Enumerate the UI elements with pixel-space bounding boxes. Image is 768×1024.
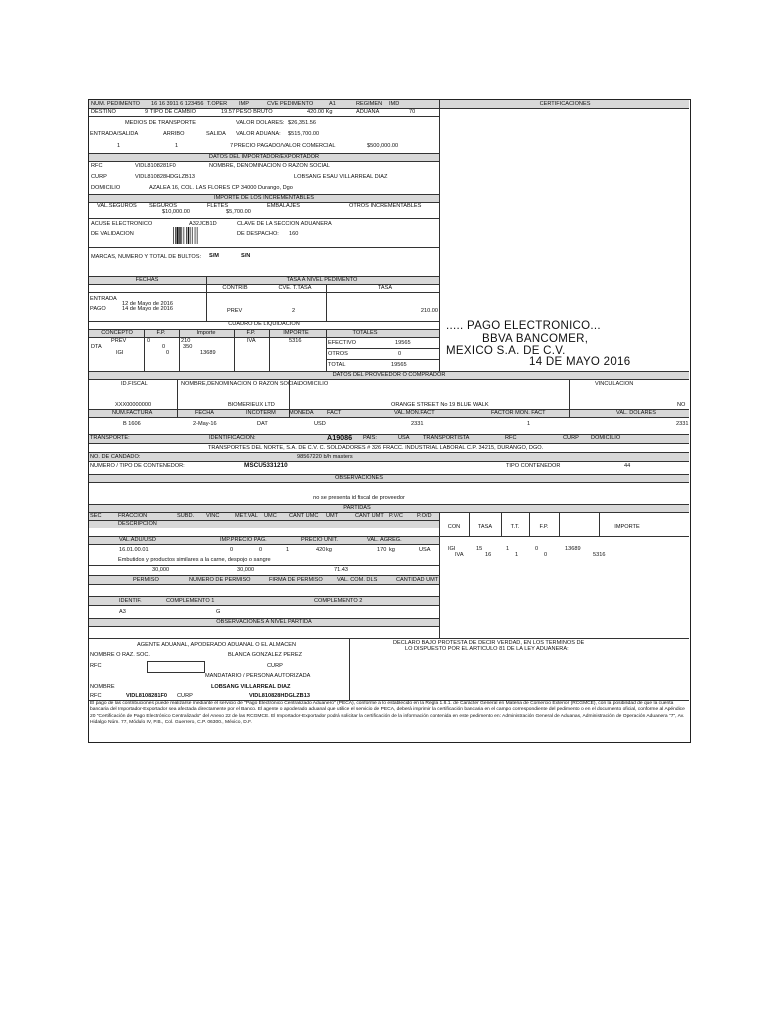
embalajes-label: EMBALAJES <box>267 203 300 209</box>
val-com-label: VAL. COM. DLS <box>337 577 378 583</box>
transportista-curp-label: CURP <box>563 435 579 441</box>
acuse-label: ACUSE ELECTRONICO <box>91 221 153 227</box>
medio-arribo-value: 1 <box>175 143 179 149</box>
obs-partida-label: OBSERVACIONES A NIVEL PARTIDA <box>216 619 312 625</box>
val-dolares-label: VAL. DOLARES <box>616 410 656 416</box>
aduana-value: 70 <box>409 109 416 115</box>
observaciones-band <box>89 474 689 482</box>
num-pedimento-label: NUM. PEDIMENTO <box>91 101 140 107</box>
liq-iva-value: 5316 <box>289 338 302 344</box>
clave-seccion-label: CLAVE DE LA SECCION ADUANERA <box>237 221 332 227</box>
liq-importe-2: 350 <box>183 344 193 350</box>
valor-dolares-label: VALOR DOLARES: <box>236 120 285 126</box>
pago-value: 14 de Mayo de 2016 <box>122 306 174 312</box>
mandatario-rfc-label: RFC <box>90 693 102 699</box>
tipo-contenedor-value: 44 <box>624 463 631 469</box>
rfc-label: RFC <box>91 163 103 169</box>
nombre-label: NOMBRE, DENOMINACION O RAZON SOCIAL <box>209 163 330 169</box>
total-label: TOTAL <box>328 362 346 368</box>
acuse-value: A32JCB1D <box>189 221 217 227</box>
importe-1-value: 13689 <box>565 546 581 552</box>
peso-bruto-value: 420.00 Kg <box>307 109 333 115</box>
t-oper-value: IMP <box>239 101 249 107</box>
proveedor-domicilio-label: DOMICILIO <box>299 381 329 387</box>
domicilio-value: AZALEA 16, COL. LAS FLORES CP 34000 Durango, Dgo <box>149 185 293 191</box>
efectivo-value: 19565 <box>395 340 411 346</box>
t-oper-label: T.OPER <box>207 101 228 107</box>
peso-bruto-label: PESO BRUTO <box>236 109 273 115</box>
descripcion-value: Embutidos y productos similares a la carne, despojo o sangre <box>118 557 271 563</box>
seguros-label: SEGUROS <box>149 203 177 209</box>
val-mon-fact-label: VAL.MON.FACT <box>394 410 435 416</box>
mandatario-nombre-label: NOMBRE <box>90 684 115 690</box>
con-2-value: IVA <box>455 552 464 558</box>
umt-value: kg <box>326 547 332 553</box>
identif-label: IDENTIF. <box>119 598 142 604</box>
pvc-value: USA <box>419 547 431 553</box>
cant-umt-label: CANT UMT <box>355 513 384 519</box>
pago-electronico-line-1: ..... PAGO ELECTRONICO... <box>446 320 601 332</box>
precio-pagado-value: $500,000.00 <box>367 143 399 149</box>
val-agreg-label: VAL. AGREG. <box>367 537 402 543</box>
vinc-value: 0 <box>230 547 234 553</box>
tasa-label: TASA <box>377 285 393 291</box>
marcas-label: MARCAS, NUMERO Y TOTAL DE BULTOS: <box>91 254 202 260</box>
pago-electronico-line-2: BBVA BANCOMER, <box>482 333 589 345</box>
con-1-value: IGI <box>448 546 456 552</box>
fp-1-value: 0 <box>535 546 539 552</box>
agente-rfc-box <box>147 661 205 673</box>
cantidad-umt-label: CANTIDAD UMT <box>396 577 439 583</box>
complemento-1-label: COMPLEMENTO 1 <box>166 598 215 604</box>
factor-mon-fact-label: FACTOR MON. FACT <box>491 410 546 416</box>
id-fiscal-value: XXX00000000 <box>115 402 152 408</box>
fletes-label: FLETES <box>207 203 229 209</box>
transportista-rfc-label: RFC <box>505 435 517 441</box>
tasa-cve-value: 2 <box>292 308 296 314</box>
fraccion-value: 16.01.00.01 <box>119 547 149 553</box>
tipo-cambio-value: 19.57 <box>221 109 235 115</box>
umc-label: UMC <box>264 513 277 519</box>
pod-label: P.O/D <box>417 513 432 519</box>
vinculacion-value: NO <box>677 402 686 408</box>
importe-label: Importe <box>196 330 216 336</box>
umt-label: UMT <box>326 513 339 519</box>
sec-label: SEC <box>90 513 102 519</box>
tasa-col-label: TASA <box>477 524 493 530</box>
mandatario-curp-value: VIDL810828HDGLZB13 <box>249 693 310 699</box>
fecha-label: FECHA <box>195 410 214 416</box>
observaciones-title: OBSERVACIONES <box>335 475 383 481</box>
factura-band <box>89 409 689 417</box>
val-mon-fact-value: 2331 <box>411 421 424 427</box>
agente-rfc-label: RFC <box>90 663 102 669</box>
pvc-label: P.V/C <box>389 513 403 519</box>
agente-nombre-label: NOMBRE O RAZ. SOC. <box>90 652 150 658</box>
salida-label: SALIDA <box>206 131 226 137</box>
transporte-label: TRANSPORTE: <box>90 435 130 441</box>
imp-precio-value: 30,000 <box>237 567 255 573</box>
num-factura-label: NUM.FACTURA <box>112 410 153 416</box>
cve-pedimento-value: A1 <box>329 101 336 107</box>
complemento-1-value: G <box>216 609 221 615</box>
val-adu-value: 30,000 <box>152 567 170 573</box>
val-dolares-value: 2331 <box>676 421 689 427</box>
liq-fp-3: 0 <box>166 350 170 356</box>
regimen-value: IMD <box>389 101 400 107</box>
transportista-value: TRANSPORTES DEL NORTE, S.A. DE C.V. C. SOLDADORES # 326 FRACC. INDUSTRIAL LABORAL C.P. 34215, DURANGO, DGO. <box>208 445 544 451</box>
marcas-value: S/M <box>209 253 219 259</box>
concepto-label: CONCEPTO <box>101 330 133 336</box>
aduana-label: ADUANA <box>356 109 380 115</box>
incoterm-label: INCOTERM <box>246 410 276 416</box>
factor-mon-fact-value: 1 <box>527 421 531 427</box>
fletes-value: $5,700.00 <box>226 209 251 215</box>
cant-umc-label: CANT UMC <box>289 513 319 519</box>
contenedor-value: MSCU5331210 <box>244 462 288 469</box>
medio-salida-value: 7 <box>230 143 234 149</box>
entrada-salida-label: ENTRADA/SALIDA <box>90 131 139 137</box>
cant-umc-value: 420 <box>316 547 326 553</box>
valor-aduana-label: VALOR ADUANA: <box>236 131 281 137</box>
fp-2-value: 0 <box>544 552 548 558</box>
num-factura-value: B 1606 <box>123 421 141 427</box>
agente-nombre-value: BLANCA GONZALEZ PEREZ <box>228 652 302 658</box>
firma-permiso-label: FIRMA DE PERMISO <box>269 577 323 583</box>
total-value: 19565 <box>391 362 407 368</box>
pais-value: USA <box>398 435 410 441</box>
pago-electronico-date: 14 DE MAYO 2016 <box>529 356 631 368</box>
contrib-label: CONTRIB <box>222 285 248 291</box>
liquidacion-band <box>89 329 439 337</box>
totales-label: TOTALES <box>352 330 378 336</box>
efectivo-label: EFECTIVO <box>328 340 356 346</box>
transportista-domicilio-label: DOMICILIO <box>591 435 621 441</box>
precio-unit-label: PRECIO UNIT. <box>301 537 338 543</box>
candado-band <box>89 452 689 461</box>
declaro-line-2: LO DISPUESTO POR EL ARTICULO 81 DE LA LEY ADUANERA: <box>405 646 569 652</box>
importe-col-label: IMPORTE <box>614 524 640 530</box>
otros-label: OTROS <box>328 351 348 357</box>
agente-curp-label: CURP <box>267 663 283 669</box>
val-seguros-label: VAL.SEGUROS <box>97 203 137 209</box>
importe-2-value: 5316 <box>593 552 606 558</box>
tasa-2-value: 16 <box>485 552 492 558</box>
liq-fp-2: 0 <box>162 344 166 350</box>
complemento-2-label: COMPLEMENTO 2 <box>314 598 363 604</box>
legal-notice: El pago de las contribuciones puede realizarse mediante el servicio de "Pago Electrónico Centralizado Aduanero" (PECA), conforme a lo establecido en la Regla 1.6.1. de Carácter General en Materia de Comercio Exterior (RCGMCE), con la posibilidad de que la cuenta bancaria del Importador-Exportador sea afectada directamente por el Banco. El agente o apoderado aduanal que utilice el servicio de PECA, deberá imprimir la certificación bancaria en el campo correspondiente del pedimento o en el documento oficial, conforme al Apéndice 20 "Certificación de Pago Electrónico Centralizado" del Anexo 22 de las RCGMCE. El Importador-Exportador podrá solicitar la certificación de la información contenida en este pedimento en: Administración General de Aduanas, Administración de Operación Aduanera "7", Av. Hidalgo Núm. 77, Módulo IV, P.B., Col. Guerrero, C.P. 06300., México, D.F. <box>90 701 685 726</box>
proveedor-nombre-value: BIOMERIEUX LTD <box>228 402 275 408</box>
numero-permiso-label: NUMERO DE PERMISO <box>189 577 251 583</box>
imp-precio-label: IMP.PRECIO PAG. <box>220 537 267 543</box>
umc-value: 1 <box>286 547 290 553</box>
fecha-factura-value: 2-May-16 <box>193 421 217 427</box>
tipo-contenedor-label: TIPO CONTENEDOR <box>506 463 561 469</box>
met-val-value: 0 <box>259 547 263 553</box>
importador-title: DATOS DEL IMPORTADOR/EXPORTADOR <box>208 154 320 160</box>
con-label: CON <box>447 524 461 530</box>
mandatario-rfc-value: VIDL8108281F0 <box>126 693 168 699</box>
moneda-label: MONEDA <box>289 410 314 416</box>
tasa-nivel-title: TASA A NIVEL PEDIMENTO <box>286 277 358 283</box>
pago-electronico-line-3: MEXICO S.A. DE C.V. <box>446 345 566 357</box>
fact-label: FACT <box>327 410 342 416</box>
proveedor-title: DATOS DEL PROVEEDOR O COMPRADOR <box>332 372 446 378</box>
valor-dolares-value: $26,351.56 <box>288 120 316 126</box>
identificacion-value: A19086 <box>327 433 353 442</box>
importador-nombre-value: LOBSANG ESAU VILLARREAL DIAZ <box>294 174 388 180</box>
fraccion-label: FRACCION <box>118 513 148 519</box>
identif-value: A3 <box>119 609 126 615</box>
acuse-label-2: DE VALIDACION <box>91 231 134 237</box>
liq-importe-3: 13689 <box>200 350 216 356</box>
tt-label: T.T. <box>510 524 520 530</box>
seguros-value: $10,000.00 <box>162 209 190 215</box>
liquidacion-title: CUADRO DE LIQUIDACION <box>228 321 300 327</box>
declaro-line-1: DECLARO BAJO PROTESTA DE DECIR VERDAD, EN LOS TERMINOS DE <box>393 640 585 646</box>
arribo-label: ARRIBO <box>163 131 185 137</box>
liq-concepto-1: PREV <box>111 338 127 344</box>
mandatario-label: MANDATARIO / PERSONA AUTORIZADA <box>205 673 311 679</box>
candado-value: 98567220 b/h masters <box>297 454 353 460</box>
certificaciones-label: CERTIFICACIONES <box>539 101 591 107</box>
num-pedimento-value: 16 16 3911 6 123456 <box>151 101 204 107</box>
agente-title: AGENTE ADUANAL, APODERADO ADUANAL O EL ALMACEN <box>137 642 297 648</box>
liq-concepto-2: DTA <box>91 344 102 350</box>
cve-pedimento-label: CVE PEDIMENTO <box>267 101 314 107</box>
observaciones-text: no se presenta id fiscal de proveedor <box>313 495 405 501</box>
met-val-label: MET.VAL <box>235 513 258 519</box>
candado-label: NO. DE CANDADO: <box>90 454 141 460</box>
tasa-1-value: 15 <box>476 546 483 552</box>
entrada-value: 12 de Mayo de 2016 <box>122 301 174 307</box>
regimen-label: REGIMEN <box>356 101 383 107</box>
curp-value: VIDL810828HDGLZB13 <box>135 174 196 180</box>
barcode-image <box>173 227 207 247</box>
partidas-band <box>89 504 689 512</box>
fp-label: F.P. <box>156 330 166 336</box>
incrementables-title: IMPORTE DE LOS INCREMENTABLES <box>214 195 314 201</box>
permiso-label: PERMISO <box>133 577 159 583</box>
valor-aduana-value: $515,700.00 <box>288 131 320 137</box>
vinc-label: VINC <box>206 513 220 519</box>
liq-iva-label: IVA <box>247 338 256 344</box>
tipo-cambio-label: TIPO DE CAMBIO <box>150 109 196 115</box>
partidas-title: PARTIDAS <box>343 505 371 511</box>
otros-value: 0 <box>398 351 402 357</box>
incoterm-value: DAT <box>257 421 268 427</box>
moneda-value: USD <box>314 421 326 427</box>
cve-tasa-label: CVE. T.TASA <box>278 285 312 291</box>
umt2-value: kg <box>389 547 395 553</box>
entrada-label: ENTRADA <box>90 296 117 302</box>
importe2-label: IMPORTE <box>283 330 309 336</box>
identificacion-label: IDENTIFICACION: <box>209 435 256 441</box>
pago-label: PAGO <box>90 306 106 312</box>
proveedor-domicilio-value: ORANGE STREET No 19 BLUE WALK <box>391 402 489 408</box>
otros-incrementables-label: OTROS INCREMENTABLES <box>349 203 422 209</box>
fp2-label: F.P. <box>246 330 256 336</box>
rfc-value: VIDL8108281F0 <box>135 163 176 169</box>
destino-value: 9 <box>145 109 149 115</box>
medio-entrada-value: 1 <box>117 143 121 149</box>
precio-unit-value: 71.43 <box>334 567 348 573</box>
liq-importe-1: 210 <box>181 338 191 344</box>
proveedor-nombre-label: NOMBRE,DENOMINACION O RAZON SOCIAL <box>181 381 301 387</box>
tasa-value: 210.00 <box>420 308 438 314</box>
tt-1-value: 1 <box>506 546 510 552</box>
descripcion-label: DESCRIPCION <box>118 521 157 527</box>
cant-umt-value: 170 <box>377 547 387 553</box>
mandatario-nombre-value: LOBSANG VILLARREAL DIAZ <box>211 684 291 690</box>
id-fiscal-label: ID.FISCAL <box>121 381 148 387</box>
liq-fp-1: 0 <box>147 338 151 344</box>
fp-col-label: F.P. <box>539 524 549 530</box>
domicilio-label: DOMICILIO <box>91 185 121 191</box>
curp-label: CURP <box>91 174 107 180</box>
precio-pagado-label: PRECIO PAGADO/VALOR COMERCIAL <box>234 143 336 149</box>
bultos-value: S/N <box>241 253 251 259</box>
subd-label: SUBD. <box>177 513 195 519</box>
liq-concepto-3: IGI <box>116 350 124 356</box>
tt-2-value: 1 <box>515 552 519 558</box>
despacho-value: 160 <box>289 231 299 237</box>
fechas-title: FECHAS <box>135 277 159 283</box>
medios-transporte-label: MEDIOS DE TRANSPORTE <box>125 120 196 126</box>
pedimento-document <box>88 99 691 743</box>
transportista-label: TRANSPORTISTA <box>423 435 470 441</box>
mandatario-curp-label: CURP <box>177 693 193 699</box>
contenedor-label: NUMERO / TIPO DE CONTENEDOR: <box>90 463 185 469</box>
pais-label: PAIS: <box>363 435 377 441</box>
despacho-label: DE DESPACHO: <box>237 231 279 237</box>
destino-label: DESTINO <box>91 109 116 115</box>
vinculacion-label: VINCULACION <box>595 381 634 387</box>
tasa-contrib-value: PREV <box>227 308 243 314</box>
val-adu-label: VAL.ADU/USD <box>119 537 156 543</box>
